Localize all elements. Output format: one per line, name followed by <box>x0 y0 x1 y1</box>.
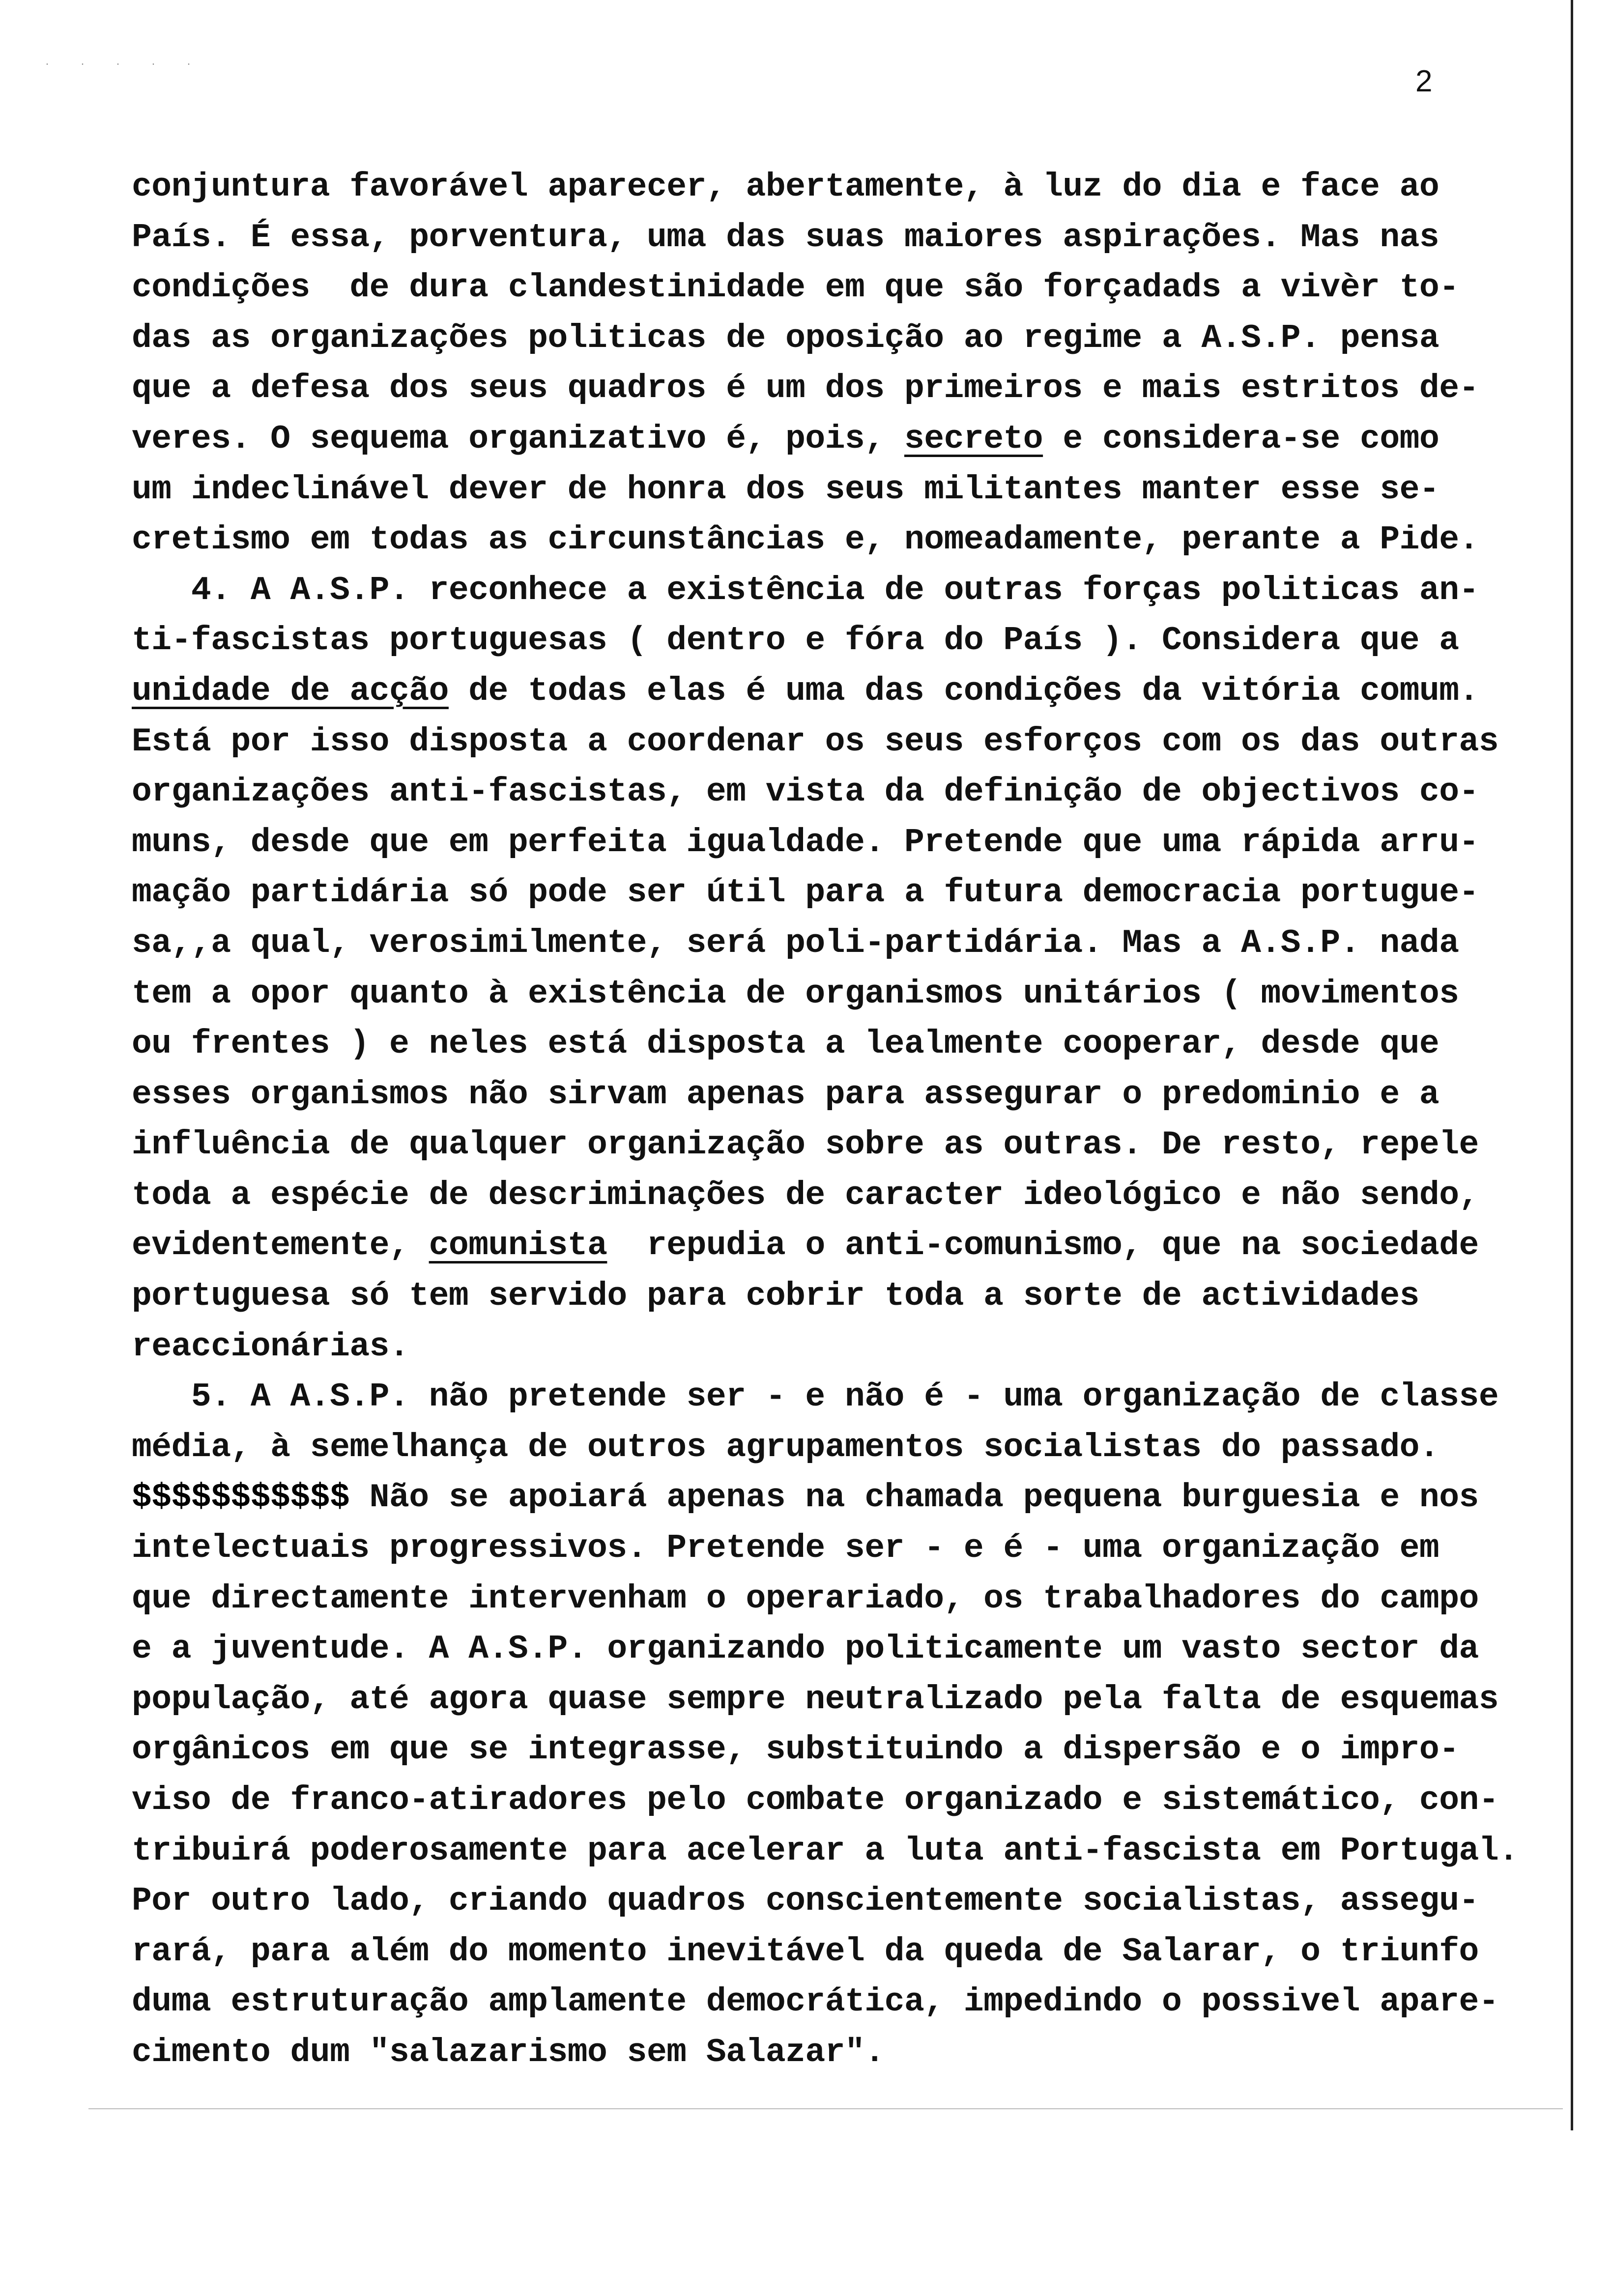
text-segment: viso de franco-atiradores pelo combate organizado e sistemático, con- <box>132 1781 1499 1819</box>
text-line <box>132 263 1518 314</box>
text-line <box>132 414 1518 465</box>
text-segment: Está por isso disposta a coordenar os seus esforços com os das outras <box>132 722 1499 761</box>
text-segment: reaccionárias. <box>132 1327 409 1366</box>
text-segment: esses organismos não sirvam apenas para assegurar o predominio e a <box>132 1075 1439 1114</box>
text-segment: portuguesa só tem servido para cobrir toda a sorte de actividades <box>132 1277 1419 1316</box>
text-line <box>132 1322 1518 1373</box>
text-segment: organizações anti-fascistas, em vista da definição de objectivos co- <box>132 773 1479 811</box>
underlined-text: unidade de acção <box>132 672 449 710</box>
text-segment: intelectuais progressivos. Pretende ser - e é - uma organização em <box>132 1529 1439 1568</box>
text-segment: um indeclinável dever de honra dos seus militantes manter esse se- <box>132 470 1439 509</box>
text-segment: de todas elas é uma das condições da vitória comum. <box>448 672 1479 710</box>
text-segment: e considera-se como <box>1043 420 1439 458</box>
text-segment: ti-fascistas portuguesas ( dentro e fóra do País ). Considera que a <box>132 622 1459 660</box>
text-segment: sa,,a qual, verosimilmente, será poli-partidária. Mas a A.S.P. nada <box>132 924 1459 962</box>
text-segment: que directamente intervenham o operariado, os trabalhadores do campo <box>132 1579 1479 1618</box>
text-line <box>132 364 1518 414</box>
text-line <box>132 1070 1518 1120</box>
text-segment: conjuntura favorável aparecer, abertamente, à luz do dia e face ao <box>132 168 1439 206</box>
text-segment: mação partidária só pode ser útil para a futura democracia portugue- <box>132 874 1479 912</box>
text-segment: média, à semelhança de outros agrupamentos socialistas do passado. <box>132 1428 1439 1466</box>
text-line <box>132 1372 1518 1423</box>
text-segment: País. É essa, porventura, uma das suas maiores aspirações. Mas nas <box>132 218 1439 257</box>
scan-specks: ····· <box>44 59 222 70</box>
text-line <box>132 1876 1518 1927</box>
text-line <box>132 818 1518 868</box>
text-line <box>132 1523 1518 1574</box>
text-segment: influência de qualquer organização sobre as outras. De resto, repele <box>132 1126 1479 1164</box>
text-segment: toda a espécie de descriminações de caracter ideológico e não sendo, <box>132 1176 1479 1214</box>
text-segment: duma estruturação amplamente democrática, impedindo o possivel apare- <box>132 1983 1499 2021</box>
text-line <box>132 213 1518 263</box>
text-line <box>132 314 1518 364</box>
text-segment: e a juventude. A A.S.P. organizando politicamente um vasto sector da <box>132 1630 1479 1668</box>
text-line <box>132 1423 1518 1473</box>
text-line <box>132 566 1518 616</box>
text-line <box>132 868 1518 918</box>
text-line <box>132 717 1518 768</box>
text-line <box>132 162 1518 213</box>
text-segment: Não se apoiará apenas na chamada pequena burguesia e nos <box>349 1479 1479 1517</box>
text-segment: evidentemente, <box>132 1227 429 1265</box>
text-segment: das as organizações politicas de oposição ao regime a A.S.P. pensa <box>132 319 1439 357</box>
text-line <box>132 1624 1518 1675</box>
text-line <box>132 616 1518 666</box>
text-line <box>132 1574 1518 1625</box>
document-body <box>132 162 1518 2078</box>
text-segment: veres. O sequema organizativo é, pois, <box>132 420 904 458</box>
overtyped-text: $$$$$$$$$$$ <box>132 1479 350 1517</box>
text-segment: que a defesa dos seus quadros é um dos primeiros e mais estritos de- <box>132 370 1479 408</box>
text-line <box>132 1120 1518 1171</box>
text-segment: muns, desde que em perfeita igualdade. Pretende que uma rápida arru- <box>132 823 1479 861</box>
underlined-text: secreto <box>904 420 1043 458</box>
text-segment: cimento dum "salazarismo sem Salazar". <box>132 2033 885 2071</box>
text-segment: orgânicos em que se integrasse, substituindo a dispersão e o impro- <box>132 1731 1459 1769</box>
text-segment: repudia o anti-comunismo, que na sociedade <box>607 1227 1479 1265</box>
text-line <box>132 1826 1518 1877</box>
text-segment: Por outro lado, criando quadros conscientemente socialistas, assegu- <box>132 1882 1479 1921</box>
text-line <box>132 1171 1518 1221</box>
page-number: 2 <box>1415 64 1433 98</box>
text-line <box>132 1271 1518 1322</box>
text-line <box>132 969 1518 1020</box>
text-line <box>132 1725 1518 1776</box>
text-segment: rará, para além do momento inevitável da queda de Salarar, o triunfo <box>132 1932 1479 1971</box>
text-segment: cretismo em todas as circunstâncias e, nomeadamente, perante a Pide. <box>132 521 1479 559</box>
text-line <box>132 2028 1518 2078</box>
text-line <box>132 1019 1518 1070</box>
text-line <box>132 1977 1518 2028</box>
text-line <box>132 767 1518 818</box>
bottom-rule <box>88 2108 1563 2109</box>
text-line <box>132 1221 1518 1271</box>
text-segment: tem a opor quanto à existência de organismos unitários ( movimentos <box>132 975 1459 1013</box>
text-line <box>132 918 1518 969</box>
text-line <box>132 1675 1518 1725</box>
text-segment: 5. A A.S.P. não pretende ser - e não é - uma organização de classe <box>132 1378 1499 1416</box>
page-edge-line <box>1571 0 1573 2130</box>
text-line <box>132 1927 1518 1978</box>
text-segment: condições de dura clandestinidade em que são forçadads a vivèr to- <box>132 269 1459 307</box>
text-line <box>132 1776 1518 1826</box>
text-segment: tribuirá poderosamente para acelerar a luta anti-fascista em Portugal. <box>132 1832 1519 1870</box>
text-segment: 4. A A.S.P. reconhece a existência de outras forças politicas an- <box>132 571 1479 609</box>
text-line <box>132 666 1518 717</box>
text-segment: ou frentes ) e neles está disposta a lealmente cooperar, desde que <box>132 1025 1439 1063</box>
text-segment: população, até agora quase sempre neutralizado pela falta de esquemas <box>132 1680 1499 1719</box>
text-line <box>132 465 1518 516</box>
text-line <box>132 1473 1518 1523</box>
underlined-text: comunista <box>429 1227 607 1265</box>
text-line <box>132 515 1518 566</box>
